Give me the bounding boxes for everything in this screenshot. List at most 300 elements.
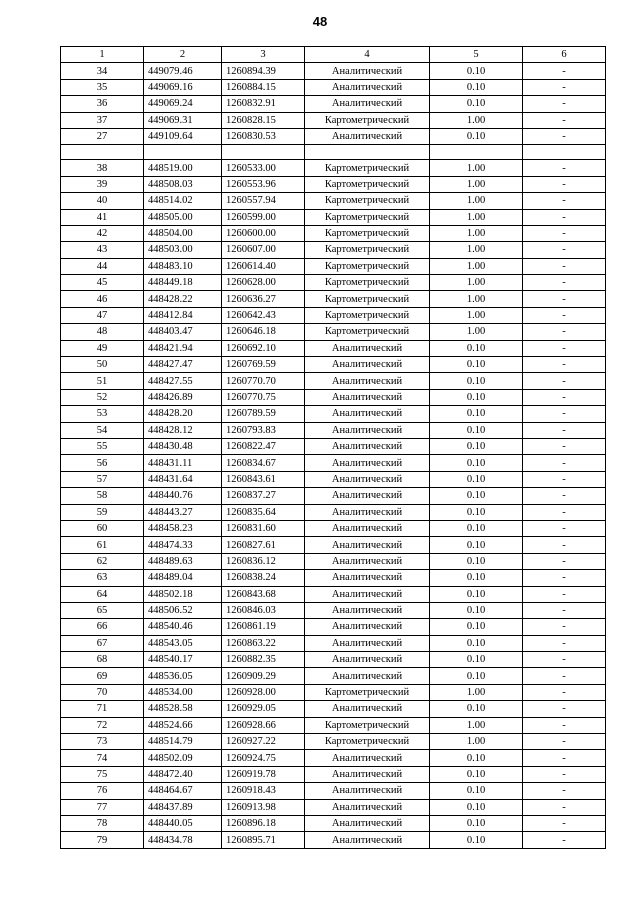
cell-point-number: 62 <box>61 553 144 569</box>
cell-y-coordinate: 1260642.43 <box>222 307 305 323</box>
cell-accuracy: 1.00 <box>430 684 523 700</box>
cell-point-number: 55 <box>61 438 144 454</box>
cell-y-coordinate: 1260837.27 <box>222 488 305 504</box>
cell-x-coordinate: 448403.47 <box>144 324 222 340</box>
column-header-5: 5 <box>430 47 523 63</box>
cell-x-coordinate: 448503.00 <box>144 242 222 258</box>
cell-note: - <box>523 520 606 536</box>
coordinates-table <box>60 46 606 849</box>
cell-y-coordinate: 1260607.00 <box>222 242 305 258</box>
cell-accuracy: 1.00 <box>430 242 523 258</box>
cell-point-number <box>61 145 144 160</box>
cell-method: Аналитический <box>305 389 430 405</box>
cell-method: Аналитический <box>305 128 430 144</box>
cell-point-number: 61 <box>61 537 144 553</box>
cell-method: Аналитический <box>305 668 430 684</box>
cell-x-coordinate: 448489.63 <box>144 553 222 569</box>
cell-x-coordinate: 448536.05 <box>144 668 222 684</box>
cell-method: Картометрический <box>305 291 430 307</box>
cell-y-coordinate: 1260828.15 <box>222 112 305 128</box>
cell-y-coordinate: 1260830.53 <box>222 128 305 144</box>
cell-method: Картометрический <box>305 717 430 733</box>
cell-note: - <box>523 750 606 766</box>
table-row <box>61 684 606 700</box>
cell-y-coordinate: 1260827.61 <box>222 537 305 553</box>
cell-x-coordinate: 449069.31 <box>144 112 222 128</box>
cell-method: Аналитический <box>305 635 430 651</box>
cell-method: Аналитический <box>305 766 430 782</box>
cell-method: Аналитический <box>305 63 430 79</box>
cell-point-number: 45 <box>61 275 144 291</box>
table-row <box>61 717 606 733</box>
table-row <box>61 783 606 799</box>
cell-accuracy: 1.00 <box>430 324 523 340</box>
cell-y-coordinate: 1260553.96 <box>222 176 305 192</box>
cell-note: - <box>523 373 606 389</box>
cell-y-coordinate: 1260636.27 <box>222 291 305 307</box>
cell-note: - <box>523 209 606 225</box>
cell-accuracy: 0.10 <box>430 438 523 454</box>
cell-accuracy: 1.00 <box>430 734 523 750</box>
cell-note: - <box>523 799 606 815</box>
cell-x-coordinate: 448528.58 <box>144 701 222 717</box>
cell-note: - <box>523 602 606 618</box>
cell-x-coordinate: 448440.05 <box>144 815 222 831</box>
cell-method: Аналитический <box>305 701 430 717</box>
cell-point-number: 42 <box>61 225 144 241</box>
cell-x-coordinate: 448427.55 <box>144 373 222 389</box>
table-row <box>61 176 606 192</box>
header-row <box>61 47 606 63</box>
cell-method: Картометрический <box>305 684 430 700</box>
cell-x-coordinate: 448434.78 <box>144 832 222 848</box>
cell-y-coordinate: 1260913.98 <box>222 799 305 815</box>
cell-y-coordinate: 1260896.18 <box>222 815 305 831</box>
cell-note: - <box>523 619 606 635</box>
cell-accuracy: 1.00 <box>430 209 523 225</box>
table-row <box>61 602 606 618</box>
cell-note: - <box>523 258 606 274</box>
table-row <box>61 750 606 766</box>
cell-point-number: 39 <box>61 176 144 192</box>
table-row <box>61 96 606 112</box>
page-number: 48 <box>312 14 328 29</box>
cell-note: - <box>523 96 606 112</box>
cell-y-coordinate: 1260831.60 <box>222 520 305 536</box>
cell-x-coordinate: 448514.79 <box>144 734 222 750</box>
cell-note: - <box>523 471 606 487</box>
cell-x-coordinate: 448489.04 <box>144 570 222 586</box>
cell-accuracy: 1.00 <box>430 225 523 241</box>
cell-accuracy: 0.10 <box>430 504 523 520</box>
cell-note: - <box>523 406 606 422</box>
cell-y-coordinate: 1260835.64 <box>222 504 305 520</box>
table-row <box>61 471 606 487</box>
cell-x-coordinate: 448505.00 <box>144 209 222 225</box>
cell-point-number: 73 <box>61 734 144 750</box>
cell-accuracy: 1.00 <box>430 307 523 323</box>
cell-note: - <box>523 488 606 504</box>
cell-x-coordinate: 448428.20 <box>144 406 222 422</box>
cell-y-coordinate: 1260894.39 <box>222 63 305 79</box>
cell-note: - <box>523 340 606 356</box>
cell-y-coordinate: 1260834.67 <box>222 455 305 471</box>
cell-accuracy: 0.10 <box>430 422 523 438</box>
cell-method: Картометрический <box>305 258 430 274</box>
cell-accuracy: 0.10 <box>430 750 523 766</box>
table-row <box>61 553 606 569</box>
cell-point-number: 59 <box>61 504 144 520</box>
table-row <box>61 340 606 356</box>
cell-note: - <box>523 112 606 128</box>
cell-point-number: 27 <box>61 128 144 144</box>
cell-x-coordinate: 448483.10 <box>144 258 222 274</box>
cell-accuracy: 1.00 <box>430 160 523 176</box>
cell-x-coordinate: 448464.67 <box>144 783 222 799</box>
cell-point-number: 49 <box>61 340 144 356</box>
table-row <box>61 389 606 405</box>
cell-method: Аналитический <box>305 373 430 389</box>
cell-note: - <box>523 307 606 323</box>
cell-note: - <box>523 635 606 651</box>
cell-x-coordinate: 449069.24 <box>144 96 222 112</box>
cell-accuracy: 0.10 <box>430 340 523 356</box>
table-row <box>61 799 606 815</box>
cell-point-number: 52 <box>61 389 144 405</box>
cell-note: - <box>523 128 606 144</box>
column-header-3: 3 <box>222 47 305 63</box>
cell-point-number: 37 <box>61 112 144 128</box>
cell-y-coordinate: 1260692.10 <box>222 340 305 356</box>
cell-method: Аналитический <box>305 553 430 569</box>
cell-note: - <box>523 160 606 176</box>
cell-note <box>523 145 606 160</box>
cell-x-coordinate: 448506.52 <box>144 602 222 618</box>
cell-point-number: 47 <box>61 307 144 323</box>
cell-method: Аналитический <box>305 537 430 553</box>
cell-point-number: 69 <box>61 668 144 684</box>
cell-x-coordinate: 448519.00 <box>144 160 222 176</box>
cell-note: - <box>523 63 606 79</box>
cell-point-number: 34 <box>61 63 144 79</box>
cell-accuracy: 0.10 <box>430 701 523 717</box>
table-row <box>61 258 606 274</box>
table-row <box>61 307 606 323</box>
cell-method: Аналитический <box>305 783 430 799</box>
cell-note: - <box>523 324 606 340</box>
cell-x-coordinate: 448524.66 <box>144 717 222 733</box>
table-row <box>61 373 606 389</box>
cell-method: Картометрический <box>305 193 430 209</box>
cell-point-number: 72 <box>61 717 144 733</box>
table-row <box>61 520 606 536</box>
cell-y-coordinate: 1260832.91 <box>222 96 305 112</box>
cell-method: Аналитический <box>305 602 430 618</box>
cell-y-coordinate: 1260614.40 <box>222 258 305 274</box>
cell-x-coordinate: 448543.05 <box>144 635 222 651</box>
cell-accuracy: 0.10 <box>430 389 523 405</box>
cell-x-coordinate: 448412.84 <box>144 307 222 323</box>
cell-y-coordinate: 1260927.22 <box>222 734 305 750</box>
column-header-2: 2 <box>144 47 222 63</box>
table-row <box>61 128 606 144</box>
cell-x-coordinate: 449079.46 <box>144 63 222 79</box>
cell-method: Аналитический <box>305 488 430 504</box>
cell-y-coordinate: 1260793.83 <box>222 422 305 438</box>
cell-method: Аналитический <box>305 652 430 668</box>
cell-point-number: 35 <box>61 79 144 95</box>
cell-note: - <box>523 783 606 799</box>
cell-accuracy: 0.10 <box>430 537 523 553</box>
cell-y-coordinate: 1260646.18 <box>222 324 305 340</box>
table-row <box>61 701 606 717</box>
cell-method: Аналитический <box>305 570 430 586</box>
cell-method: Аналитический <box>305 438 430 454</box>
cell-point-number: 36 <box>61 96 144 112</box>
cell-accuracy: 0.10 <box>430 766 523 782</box>
cell-y-coordinate: 1260770.75 <box>222 389 305 405</box>
cell-accuracy: 0.10 <box>430 668 523 684</box>
cell-accuracy: 0.10 <box>430 63 523 79</box>
table-row <box>61 79 606 95</box>
cell-accuracy: 1.00 <box>430 176 523 192</box>
cell-note: - <box>523 193 606 209</box>
cell-y-coordinate: 1260882.35 <box>222 652 305 668</box>
cell-point-number: 79 <box>61 832 144 848</box>
cell-method: Аналитический <box>305 832 430 848</box>
table-row <box>61 504 606 520</box>
cell-note: - <box>523 389 606 405</box>
cell-note: - <box>523 701 606 717</box>
cell-accuracy: 0.10 <box>430 373 523 389</box>
cell-method: Аналитический <box>305 79 430 95</box>
cell-method: Аналитический <box>305 96 430 112</box>
cell-x-coordinate: 448428.22 <box>144 291 222 307</box>
cell-point-number: 71 <box>61 701 144 717</box>
table-row <box>61 193 606 209</box>
cell-accuracy: 0.10 <box>430 96 523 112</box>
cell-x-coordinate <box>144 145 222 160</box>
cell-note: - <box>523 176 606 192</box>
cell-x-coordinate: 448502.18 <box>144 586 222 602</box>
cell-x-coordinate: 448437.89 <box>144 799 222 815</box>
cell-method: Картометрический <box>305 209 430 225</box>
cell-x-coordinate: 448508.03 <box>144 176 222 192</box>
cell-note: - <box>523 225 606 241</box>
cell-method: Картометрический <box>305 242 430 258</box>
cell-accuracy: 1.00 <box>430 717 523 733</box>
cell-method: Аналитический <box>305 799 430 815</box>
cell-method: Аналитический <box>305 471 430 487</box>
cell-accuracy: 0.10 <box>430 406 523 422</box>
cell-x-coordinate: 448449.18 <box>144 275 222 291</box>
cell-y-coordinate: 1260909.29 <box>222 668 305 684</box>
cell-note: - <box>523 357 606 373</box>
cell-point-number: 53 <box>61 406 144 422</box>
cell-method: Аналитический <box>305 619 430 635</box>
cell-method: Картометрический <box>305 225 430 241</box>
cell-note: - <box>523 275 606 291</box>
cell-y-coordinate: 1260918.43 <box>222 783 305 799</box>
table-row <box>61 291 606 307</box>
cell-accuracy: 0.10 <box>430 128 523 144</box>
cell-x-coordinate: 448514.02 <box>144 193 222 209</box>
cell-point-number: 54 <box>61 422 144 438</box>
cell-x-coordinate: 448427.47 <box>144 357 222 373</box>
cell-y-coordinate: 1260846.03 <box>222 602 305 618</box>
cell-note: - <box>523 570 606 586</box>
table-row <box>61 112 606 128</box>
cell-point-number: 40 <box>61 193 144 209</box>
cell-point-number: 43 <box>61 242 144 258</box>
cell-point-number: 66 <box>61 619 144 635</box>
cell-y-coordinate <box>222 145 305 160</box>
cell-accuracy: 0.10 <box>430 471 523 487</box>
cell-x-coordinate: 448474.33 <box>144 537 222 553</box>
cell-method: Картометрический <box>305 324 430 340</box>
table-row <box>61 357 606 373</box>
cell-point-number: 75 <box>61 766 144 782</box>
cell-accuracy: 0.10 <box>430 488 523 504</box>
cell-accuracy: 0.10 <box>430 635 523 651</box>
table-row <box>61 275 606 291</box>
cell-point-number: 68 <box>61 652 144 668</box>
cell-note: - <box>523 79 606 95</box>
cell-method <box>305 145 430 160</box>
cell-point-number: 38 <box>61 160 144 176</box>
cell-x-coordinate: 448504.00 <box>144 225 222 241</box>
table-row <box>61 209 606 225</box>
cell-accuracy: 0.10 <box>430 570 523 586</box>
table-row <box>61 815 606 831</box>
cell-y-coordinate: 1260861.19 <box>222 619 305 635</box>
cell-accuracy: 1.00 <box>430 275 523 291</box>
table-row <box>61 570 606 586</box>
cell-accuracy: 0.10 <box>430 619 523 635</box>
cell-method: Картометрический <box>305 160 430 176</box>
cell-accuracy <box>430 145 523 160</box>
column-header-6: 6 <box>523 47 606 63</box>
table-row <box>61 766 606 782</box>
cell-method: Аналитический <box>305 520 430 536</box>
cell-accuracy: 0.10 <box>430 586 523 602</box>
table-header <box>61 47 606 63</box>
cell-point-number: 76 <box>61 783 144 799</box>
cell-y-coordinate: 1260929.05 <box>222 701 305 717</box>
cell-point-number: 57 <box>61 471 144 487</box>
cell-point-number: 46 <box>61 291 144 307</box>
cell-method: Аналитический <box>305 422 430 438</box>
table-row <box>61 734 606 750</box>
cell-y-coordinate: 1260769.59 <box>222 357 305 373</box>
cell-x-coordinate: 448534.00 <box>144 684 222 700</box>
cell-y-coordinate: 1260599.00 <box>222 209 305 225</box>
cell-method: Аналитический <box>305 455 430 471</box>
cell-x-coordinate: 448430.48 <box>144 438 222 454</box>
cell-note: - <box>523 668 606 684</box>
cell-point-number: 60 <box>61 520 144 536</box>
table-row <box>61 635 606 651</box>
table-row <box>61 145 606 160</box>
cell-x-coordinate: 448443.27 <box>144 504 222 520</box>
cell-method: Аналитический <box>305 586 430 602</box>
cell-y-coordinate: 1260600.00 <box>222 225 305 241</box>
cell-y-coordinate: 1260628.00 <box>222 275 305 291</box>
table-row <box>61 586 606 602</box>
cell-x-coordinate: 448502.09 <box>144 750 222 766</box>
cell-x-coordinate: 448472.40 <box>144 766 222 782</box>
cell-y-coordinate: 1260770.70 <box>222 373 305 389</box>
table-row <box>61 832 606 848</box>
cell-accuracy: 0.10 <box>430 652 523 668</box>
cell-x-coordinate: 448540.17 <box>144 652 222 668</box>
cell-point-number: 58 <box>61 488 144 504</box>
cell-method: Картометрический <box>305 275 430 291</box>
cell-y-coordinate: 1260884.15 <box>222 79 305 95</box>
cell-y-coordinate: 1260863.22 <box>222 635 305 651</box>
cell-point-number: 74 <box>61 750 144 766</box>
cell-method: Картометрический <box>305 176 430 192</box>
cell-note: - <box>523 504 606 520</box>
cell-x-coordinate: 448426.89 <box>144 389 222 405</box>
cell-accuracy: 0.10 <box>430 602 523 618</box>
cell-point-number: 44 <box>61 258 144 274</box>
table-row <box>61 406 606 422</box>
cell-y-coordinate: 1260928.00 <box>222 684 305 700</box>
cell-point-number: 51 <box>61 373 144 389</box>
cell-note: - <box>523 734 606 750</box>
cell-y-coordinate: 1260895.71 <box>222 832 305 848</box>
table-row <box>61 619 606 635</box>
cell-accuracy: 0.10 <box>430 79 523 95</box>
cell-method: Аналитический <box>305 750 430 766</box>
cell-y-coordinate: 1260838.24 <box>222 570 305 586</box>
cell-accuracy: 0.10 <box>430 799 523 815</box>
cell-accuracy: 1.00 <box>430 112 523 128</box>
table-row <box>61 438 606 454</box>
cell-note: - <box>523 537 606 553</box>
cell-note: - <box>523 553 606 569</box>
cell-accuracy: 0.10 <box>430 520 523 536</box>
cell-method: Картометрический <box>305 307 430 323</box>
cell-note: - <box>523 832 606 848</box>
cell-y-coordinate: 1260843.61 <box>222 471 305 487</box>
cell-note: - <box>523 717 606 733</box>
cell-note: - <box>523 684 606 700</box>
table-row <box>61 324 606 340</box>
cell-y-coordinate: 1260533.00 <box>222 160 305 176</box>
cell-x-coordinate: 448421.94 <box>144 340 222 356</box>
cell-y-coordinate: 1260836.12 <box>222 553 305 569</box>
cell-note: - <box>523 455 606 471</box>
cell-x-coordinate: 449109.64 <box>144 128 222 144</box>
cell-accuracy: 0.10 <box>430 455 523 471</box>
cell-point-number: 56 <box>61 455 144 471</box>
cell-y-coordinate: 1260919.78 <box>222 766 305 782</box>
cell-note: - <box>523 422 606 438</box>
cell-y-coordinate: 1260843.68 <box>222 586 305 602</box>
cell-point-number: 65 <box>61 602 144 618</box>
table-body <box>61 63 606 848</box>
cell-method: Аналитический <box>305 406 430 422</box>
cell-point-number: 48 <box>61 324 144 340</box>
cell-point-number: 41 <box>61 209 144 225</box>
cell-method: Аналитический <box>305 340 430 356</box>
cell-accuracy: 0.10 <box>430 357 523 373</box>
table-row <box>61 225 606 241</box>
cell-y-coordinate: 1260928.66 <box>222 717 305 733</box>
cell-method: Картометрический <box>305 112 430 128</box>
